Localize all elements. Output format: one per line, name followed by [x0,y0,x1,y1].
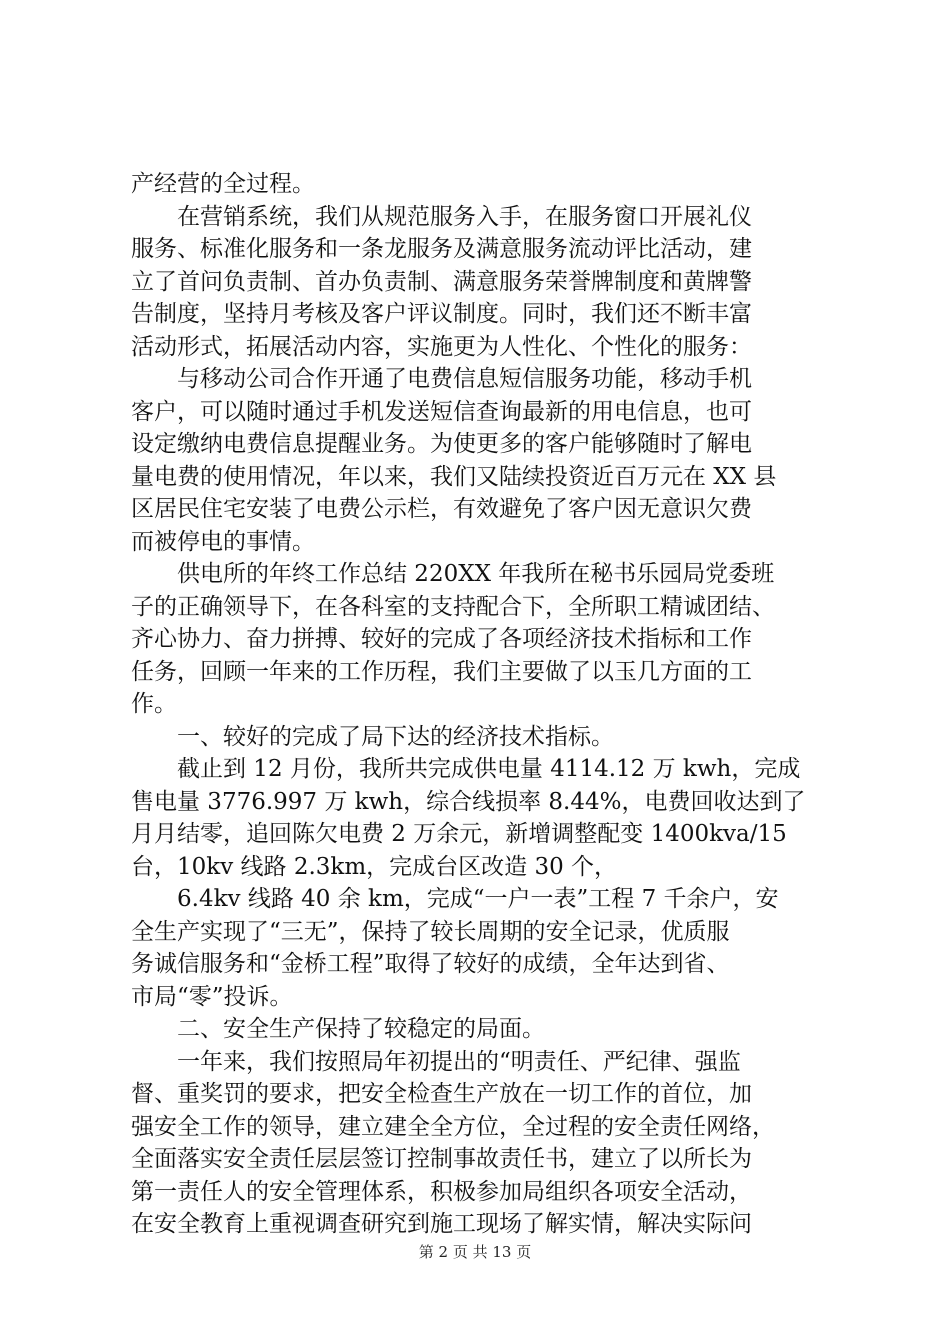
text-line: 区居民住宅安装了电费公示栏，有效避免了客户因无意识欠费 [131,496,752,522]
text-line: 全生产实现了“三无”，保持了较长周期的安全记录，优质服 [131,918,730,945]
page-number-label: 第 2 页 共 13 页 [418,1243,532,1261]
text-line: 任务，回顾一年来的工作历程，我们主要做了以玉几方面的工 [131,658,752,685]
text-line: 督、重奖罚的要求，把安全检查生产放在一切工作的首位，加 [131,1081,752,1107]
text-line: 在营销系统，我们从规范服务入手，在服务窗口开展礼仪 [177,203,752,230]
text-line: 强安全工作的领导，建立建全全方位，全过程的安全责任网络， [131,1113,775,1140]
text-line: 客户，可以随时通过手机发送短信查询最新的用电信息，也可 [131,398,752,425]
text-line: 产经营的全过程。 [131,171,315,197]
text-line: 6.4kv 线路 40 余 km，完成“一户一表”工程 7 千余户，安 [177,886,779,912]
text-line: 作。 [131,691,177,717]
text-line: 台，10kv 线路 2.3km，完成台区改造 30 个， [131,853,618,880]
text-line: 立了首问负责制、首办负责制、满意服务荣誉牌制度和黄牌警 [131,268,752,295]
text-line: 在安全教育上重视调查研究到施工现场了解实情，解决实际问 [131,1211,752,1237]
text-line: 一年来，我们按照局年初提出的“明责任、严纪律、强监 [177,1048,741,1075]
text-line: 月月结零，追回陈欠电费 2 万余元，新增调整配变 1400kva/15 [131,821,787,847]
text-line: 齐心协力、奋力拼搏、较好的完成了各项经济技术指标和工作 [131,626,752,652]
text-line: 告制度，坚持月考核及客户评议制度。同时，我们还不断丰富 [131,301,752,327]
text-line: 与移动公司合作开通了电费信息短信服务功能，移动手机 [177,366,752,392]
text-line: 子的正确领导下，在各科室的支持配合下，全所职工精诚团结、 [131,593,775,620]
text-line: 全面落实安全责任层层签订控制事故责任书，建立了以所长为 [131,1146,752,1172]
text-line: 截止到 12 月份，我所共完成供电量 4114.12 万 kwh，完成 [177,756,801,782]
text-line: 务诚信服务和“金桥工程”取得了较好的成绩，全年达到省、 [131,951,730,977]
text-line: 一、较好的完成了局下达的经济技术指标。 [177,723,614,750]
text-line: 量电费的使用情况，年以来，我们又陆续投资近百万元在 XX 县 [131,463,777,490]
text-line: 活动形式，拓展活动内容，实施更为人性化、个性化的服务： [131,333,752,360]
page-footer [0,1241,950,1262]
text-line: 设定缴纳电费信息提醒业务。为使更多的客户能够随时了解电 [131,431,752,457]
text-line: 服务、标准化服务和一条龙服务及满意服务流动评比活动，建 [131,236,752,262]
text-line: 而被停电的事情。 [131,528,315,555]
document-body [131,168,831,1241]
text-line: 第一责任人的安全管理体系，积极参加局组织各项安全活动， [131,1178,752,1205]
text-line: 售电量 3776.997 万 kwh，综合线损率 8.44%，电费回收达到了 [131,788,806,815]
text-line: 二、安全生产保持了较稳定的局面。 [177,1016,545,1042]
text-line: 供电所的年终工作总结 220XX 年我所在秘书乐园局党委班 [177,561,775,587]
text-line: 市局“零”投诉。 [131,983,293,1010]
